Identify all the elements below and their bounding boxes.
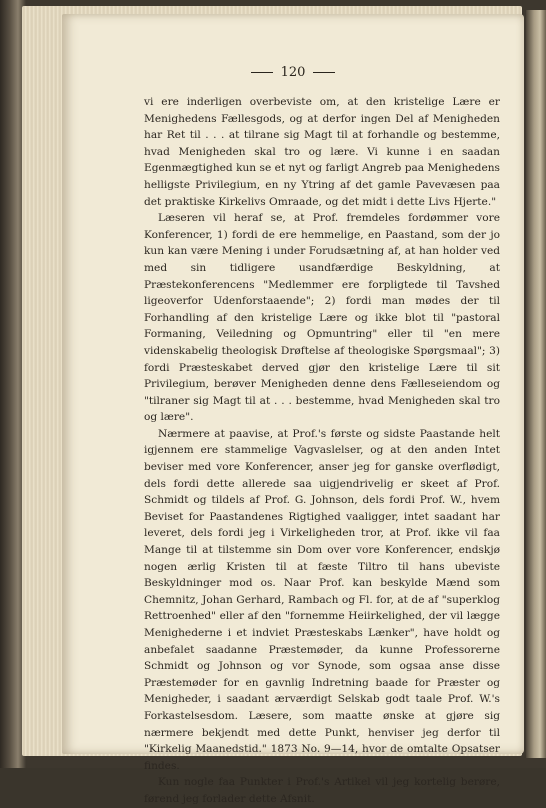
paragraph: Læseren vil heraf se, at Prof. fremdeles fordømmer vore Konferencer, 1) fordi de ere hemmelige, en Paastand, som der jo kun kan være Mening i under Forudsætning af, at han holder ved med sin tidligere usandfærdige Beskyldning, at Præstekonferencens "Medlemmer ere forpligtede til Tavshed ligeoverfor Udenforstaaende"; 2) fordi man mødes der til Forhandling af den kristelige Lære og ikke blot til "pastoral Formaning, Veiledning og Opmuntring" eller til "en mere videnskabelig theologisk Drøftelse af theologiske Spørgsmaal"; 3) fordi Præsteskabet derved gjør den kristelige Lære til sit Privilegium, berøver Menigheden denne dens Fælleseiendom og "tilraner sig Magt til at . . . bestemme, hvad Menigheden skal tro og lære". <box>144 212 500 424</box>
facing-page-edge <box>526 10 546 758</box>
paragraph: Nærmere at paavise, at Prof.'s første og sidste Paastande helt igjennem ere stammelige Vagvaslelser, og at den anden Intet beviser med vore Konferencer, anser jeg for ganske overflødigt, dels fordi dette allerede saa uigjendrivelig er skeet af Prof. Schmidt og tildels af Prof. G. Johnson, dels fordi Prof. W., hvem Beviset for Paastandenes Rigtighed vaaligger, intet saadant har leveret, dels fordi jeg i Virkeligheden tror, at Prof. ikke vil faa Mange til at tilstemme sin Dom over vore Konferencer, endskjø nogen ærlig Kristen til at fæste Tiltro til hans ubeviste Beskyldninger mod os. Naar Prof. kan beskylde Mænd som Chemnitz, Johan Gerhard, Rambach og Fl. for, at de af "superklog Rettroenhed" eller af den "fornemme Heiirkelighed, der vil lægge Menighederne i et indviet Præsteskabs Lænker", have holdt og anbefalet saadanne Præstemøder, da kunne Professorerne Schmidt og Johnson og vor Synode, som ogsaa anse disse Præstemøder for en gavnlig Indretning baade for Præster og Menigheder, i saadant ærværdigt Selskab godt taale Prof. W.'s Forkastelsesdom. Læsere, som maatte ønske at gjøre sig nærmere bekjendt med dette Punkt, henviser jeg derfor til "Kirkelig Maanedstid." 1873 No. 9—14, hvor de omtalte Opsatser findes. <box>144 427 500 772</box>
body-text <box>144 94 500 808</box>
page-number: 120 <box>280 64 306 80</box>
header-rule-left <box>251 72 273 73</box>
page-header <box>62 62 524 82</box>
paragraph-continuation: vi ere inderligen overbeviste om, at den kristelige Lære er Menighedens Fællesgods, og at derfor ingen Del af Menigheden har Ret til . . . at tilrane sig Magt til at forhandle og bestemme, hvad Menigheden skal tro og lære. Vi kunne i en saadan Egenmægtighed kun se et nyt og farligt Angreb paa Menighedens helligste Privilegium, en ny Ytring af det gamle Pavevæsen paa det praktiske Kirkelivs Omraade, og det midt i dette Livs Hjerte." <box>144 96 500 208</box>
paragraph: Kun nogle faa Punkter i Prof.'s Artikel vil jeg kortelig berøre, førend jeg forlader dette Afsnit. <box>144 776 500 805</box>
header-rule-right <box>313 72 335 73</box>
